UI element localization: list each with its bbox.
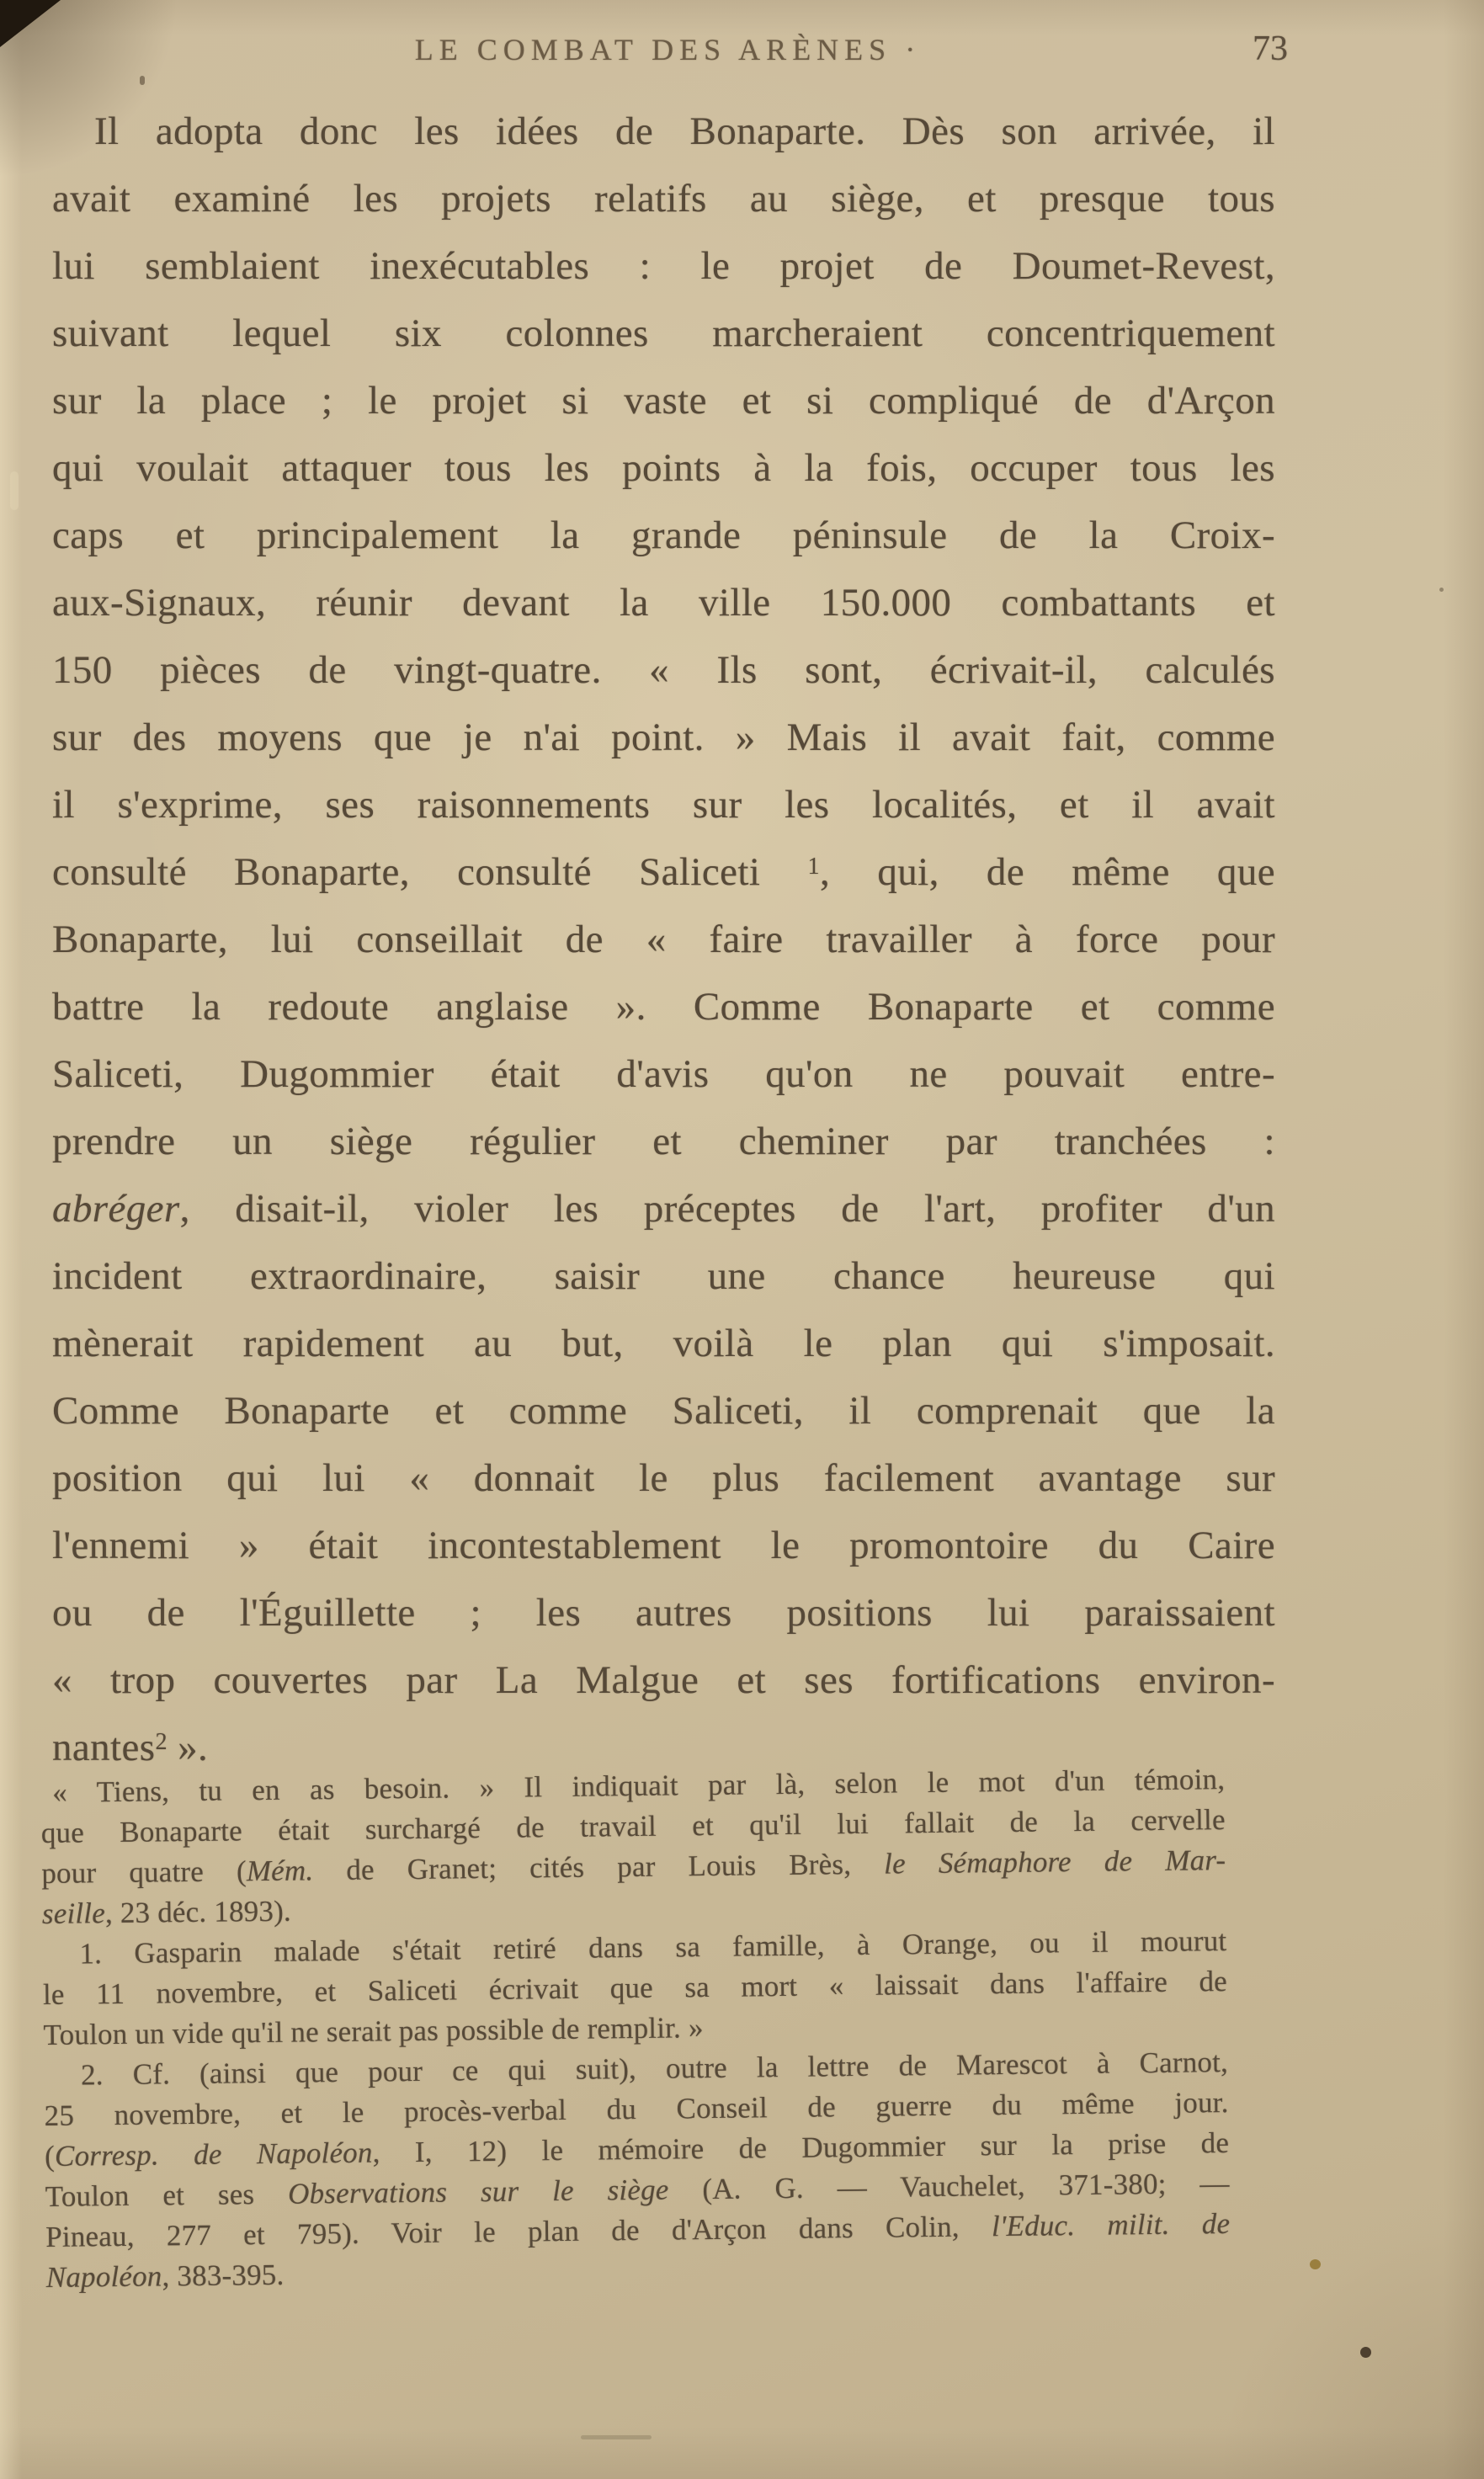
text-segment: position qui lui « donnait le plus facilement avantage sur <box>52 1456 1275 1500</box>
text-segment: sur la place ; le projet si vaste et si compliqué de d'Arçon <box>52 379 1275 423</box>
body-text-line <box>52 636 1275 704</box>
text-segment: 1. Gasparin malade s'était retiré dans sa famille, à Orange, ou il mourut <box>79 1924 1227 1971</box>
body-text-line <box>52 1579 1275 1646</box>
scan-corner-shadow <box>0 0 61 47</box>
text-segment: mènerait rapidement au but, voilà le plan qui s'imposait. <box>52 1322 1275 1365</box>
body-text-line <box>52 1175 1275 1242</box>
page-number: 73 <box>1253 29 1288 68</box>
body-text-line <box>52 906 1275 973</box>
body-text-line <box>52 838 1275 906</box>
text-segment: abréger <box>52 1187 180 1231</box>
text-segment: le Sémaphore de Mar- <box>883 1843 1226 1881</box>
text-segment: Mém. <box>246 1854 314 1888</box>
running-header <box>278 32 1052 67</box>
text-segment: , 383-395. <box>162 2258 285 2293</box>
body-text-line <box>52 367 1275 434</box>
text-segment: Pineau, 277 et 795). Voir le plan de d'Arçon dans Colin, <box>45 2210 992 2253</box>
text-segment: Bonaparte, lui conseillait de « faire travailler à force pour <box>52 918 1275 961</box>
text-segment: ( <box>44 2139 56 2173</box>
body-text-line <box>52 1310 1275 1377</box>
text-segment: suivant lequel six colonnes marcheraient concentriquement <box>52 311 1275 355</box>
text-segment: ou de l'Éguillette ; les autres positions lui paraissaient <box>52 1591 1275 1635</box>
paper-stain-dot <box>1310 2259 1321 2269</box>
text-segment: « trop couvertes par La Malgue et ses fortifications environ- <box>52 1658 1275 1702</box>
body-text-line <box>52 771 1275 838</box>
text-segment: l'ennemi » était incontestablement le promontoire du Caire <box>52 1524 1275 1567</box>
text-segment: Il adopta donc les idées de Bonaparte. Dès son arrivée, il <box>94 109 1275 153</box>
text-segment: l'Educ. milit. de <box>991 2207 1231 2243</box>
footnote-reference: 1 <box>807 854 820 880</box>
body-text-line <box>52 1040 1275 1108</box>
footnote-2-block <box>44 2042 1231 2298</box>
ink-dot <box>1360 2347 1371 2358</box>
text-segment: lui semblaient inexécutables : le projet de Doumet-Revest, <box>52 244 1275 288</box>
body-text-line <box>52 704 1275 771</box>
ink-speck <box>1439 588 1444 592</box>
text-segment: pour quatre ( <box>41 1854 247 1890</box>
text-segment: , disait-il, violer les préceptes de l'art, profiter d'un <box>179 1187 1275 1231</box>
text-segment: 150 pièces de vingt-quatre. « Ils sont, écrivait-il, calculés <box>52 648 1275 692</box>
text-segment: 25 novembre, et le procès-verbal du Conseil de guerre du même jour. <box>44 2086 1229 2132</box>
main-paragraph <box>52 98 1275 1781</box>
body-text-line <box>52 165 1275 232</box>
footnote-continuation-block <box>40 1759 1226 1934</box>
body-text-line <box>52 300 1275 367</box>
text-segment: « Tiens, tu en as besoin. » Il indiquait par là, selon le mot d'un témoin, <box>52 1763 1226 1809</box>
footnote-1-block <box>42 1921 1228 2056</box>
body-text-line <box>52 1512 1275 1579</box>
body-text-line <box>52 434 1275 502</box>
text-segment: Comme Bonaparte et comme Saliceti, il comprenait que la <box>52 1389 1275 1433</box>
text-segment: Corresp. de Napoléon <box>54 2136 373 2173</box>
body-text-line <box>52 502 1275 569</box>
body-text-line <box>52 1377 1275 1444</box>
text-segment: incident extraordinaire, saisir une chance heureuse qui <box>52 1254 1275 1298</box>
text-segment: Saliceti, Dugommier était d'avis qu'on ne pouvait entre- <box>52 1052 1275 1096</box>
text-segment: aux-Signaux, réunir devant la ville 150.000 combattants et <box>52 581 1275 625</box>
footnote-area <box>40 1759 1231 2298</box>
text-segment: que Bonaparte était surchargé de travail et qu'il lui fallait de la cervelle <box>40 1803 1226 1849</box>
text-segment: ». <box>167 1726 209 1769</box>
header-dot: · <box>905 33 916 66</box>
text-segment: le 11 novembre, et Saliceti écrivait que sa mort « laissait dans l'affaire de <box>42 1965 1228 2011</box>
paper-mark <box>581 2435 652 2439</box>
body-text-line <box>52 1108 1275 1175</box>
ink-speck <box>140 76 145 85</box>
text-segment: il s'exprime, ses raisonnements sur les localités, et il avait <box>52 783 1275 827</box>
text-segment: Toulon un vide qu'il ne serait pas possible de remplir. » <box>43 2011 704 2051</box>
text-segment: , qui, de même que <box>819 850 1275 894</box>
text-segment: prendre un siège régulier et cheminer par tranchées : <box>52 1120 1275 1163</box>
text-segment: nantes <box>52 1726 156 1769</box>
text-segment: , I, 12) le mémoire de Dugommier sur la prise de <box>372 2126 1230 2169</box>
text-segment: de Granet; cités par Louis Brès, <box>313 1847 885 1887</box>
text-segment: Observations sur le siège <box>287 2173 669 2210</box>
paper-highlight <box>10 471 19 510</box>
text-segment: battre la redoute anglaise ». Comme Bonaparte et comme <box>52 985 1275 1029</box>
footnote-reference: 2 <box>155 1729 168 1756</box>
body-text-line <box>52 1646 1275 1714</box>
body-text-line <box>52 973 1275 1040</box>
text-segment: Napoléon <box>45 2259 162 2294</box>
text-segment: 2. Cf. (ainsi que pour ce qui suit), outre la lettre de Marescot à Carnot, <box>80 2045 1229 2092</box>
text-segment: (A. G. — Vauchelet, 371-380; — <box>668 2167 1230 2206</box>
text-segment: seille <box>41 1896 106 1930</box>
running-header-text: LE COMBAT DES ARÈNES <box>414 33 892 66</box>
text-segment: sur des moyens que je n'ai point. » Mais il avait fait, comme <box>52 716 1275 759</box>
text-segment: qui voulait attaquer tous les points à la fois, occuper tous les <box>52 446 1275 490</box>
body-text-line <box>52 232 1275 300</box>
body-text-line <box>52 98 1275 165</box>
body-text-line <box>52 1444 1275 1512</box>
text-segment: avait examiné les projets relatifs au siège, et presque tous <box>52 177 1275 221</box>
text-segment: consulté Bonaparte, consulté Saliceti <box>52 850 808 894</box>
text-segment: , 23 déc. 1893). <box>104 1894 292 1930</box>
body-text-line <box>52 1242 1275 1310</box>
body-text-line <box>52 569 1275 636</box>
text-segment: Toulon et ses <box>45 2177 289 2213</box>
text-segment: caps et principalement la grande péninsule de la Croix- <box>52 513 1275 557</box>
